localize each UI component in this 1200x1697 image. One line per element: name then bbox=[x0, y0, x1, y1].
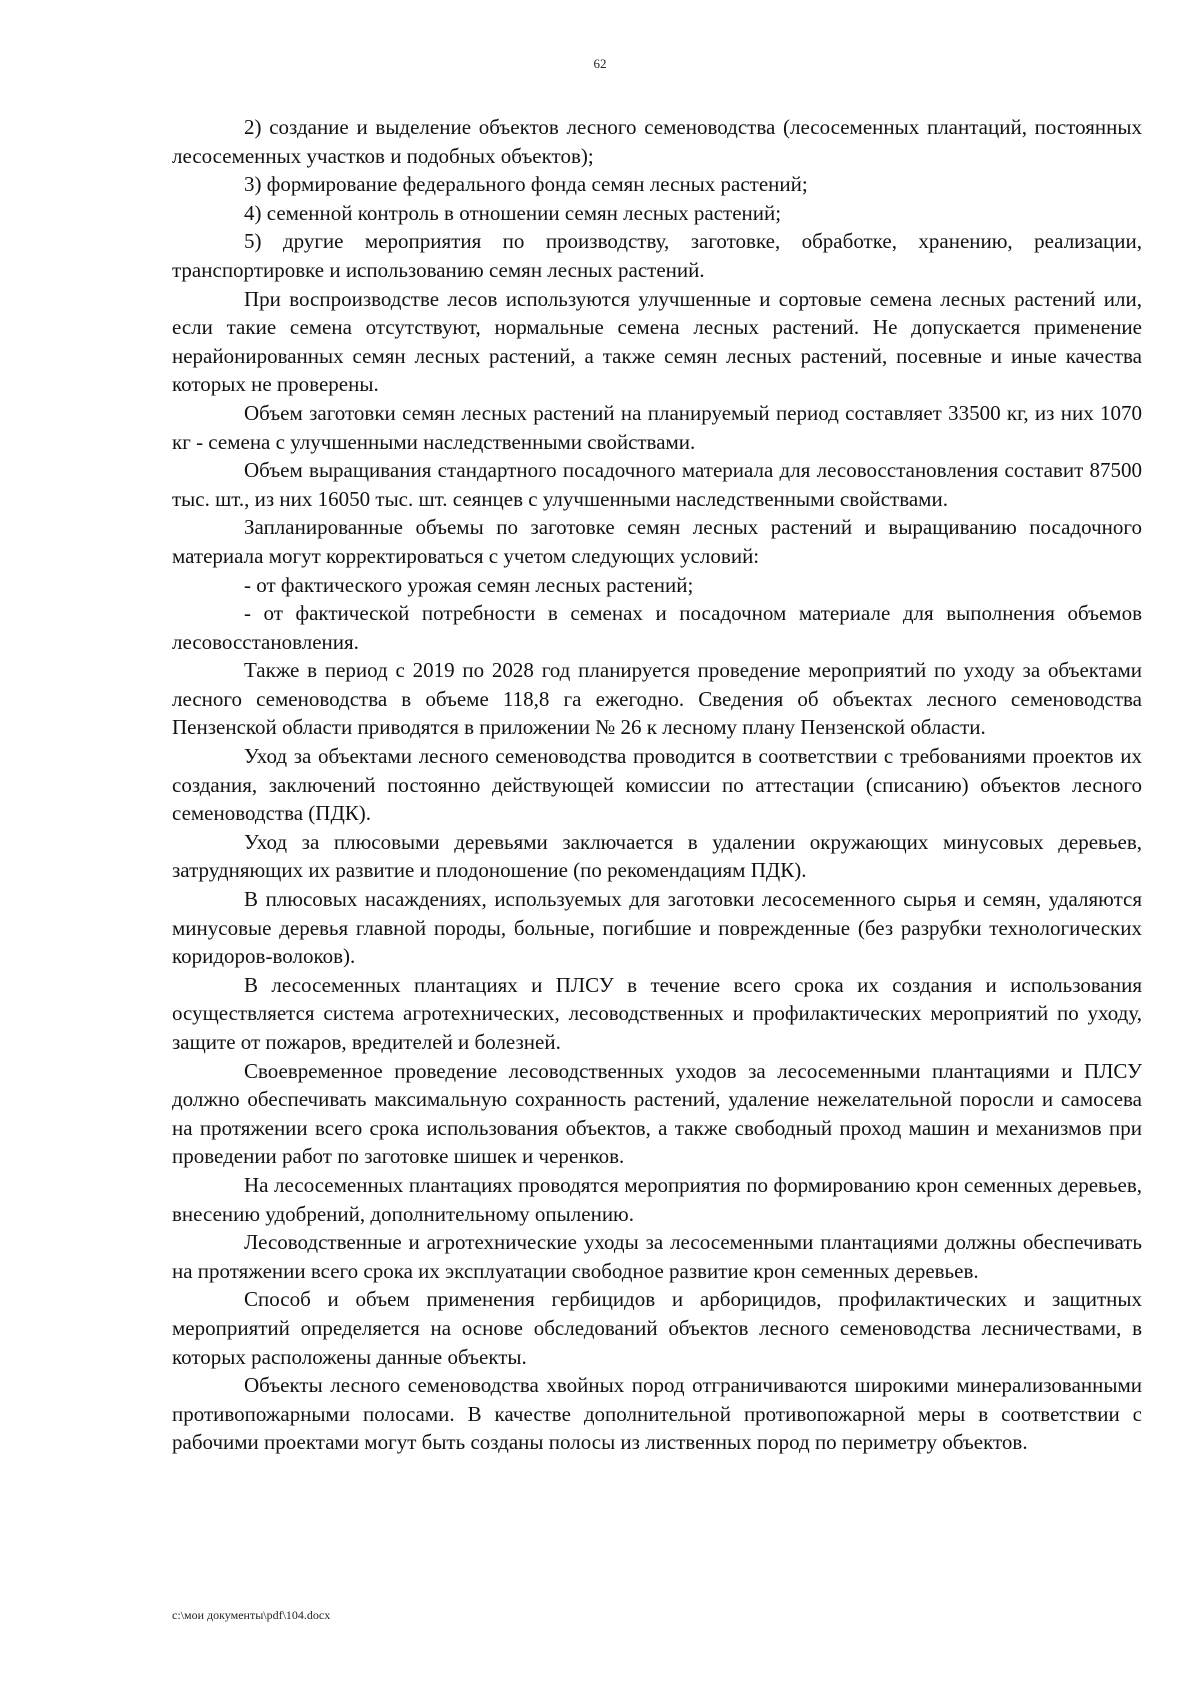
paragraph: На лесосеменных плантациях проводятся мероприятия по формированию крон семенных деревьев, внесению удобрений, дополнительному опылению. bbox=[172, 1172, 1142, 1226]
page-number: 62 bbox=[593, 56, 607, 71]
paragraph: Также в период с 2019 по 2028 год планируется проведение мероприятий по уходу за объектами лесного семеноводства в объеме 118,8 га ежегодно. Сведения об объектах лесного семеноводства Пензенской области приводятся в приложении № 26 к лесному плану Пензенской области. bbox=[172, 658, 1142, 740]
document-body bbox=[172, 113, 1142, 1457]
paragraph: Запланированные объемы по заготовке семян лесных растений и выращиванию посадочного материала могут корректироваться с учетом следующих условий: bbox=[172, 515, 1142, 568]
paragraph: 3) формирование федерального фонда семян лесных растений; bbox=[244, 172, 808, 197]
paragraph: При воспроизводстве лесов используются улучшенные и сортовые семена лесных растений или, если такие семена отсутствуют, нормальные семена лесных растений. Не допускается применение нерайонированных семян лесных растений, а также семян лесных растений, посевные и иные качества которых не проверены. bbox=[172, 286, 1142, 397]
paragraph: 2) создание и выделение объектов лесного семеноводства (лесосеменных плантаций, постоянных лесосеменных участков и подобных объектов); bbox=[172, 115, 1142, 168]
paragraph: - от фактической потребности в семенах и посадочном материале для выполнения объемов лесовосстановления. bbox=[172, 601, 1142, 654]
paragraph: В плюсовых насаждениях, используемых для заготовки лесосеменного сырья и семян, удаляются минусовые деревья главной породы, больные, погибшие и поврежденные (без разрубки технологических коридоров-волоков). bbox=[172, 887, 1142, 969]
paragraph: Объекты лесного семеноводства хвойных пород отграничиваются широкими минерализованными противопожарными полосами. В качестве дополнительной противопожарной меры в соответствии с рабочими проектами могут быть созданы полосы из лиственных пород по периметру объектов. bbox=[172, 1373, 1142, 1455]
paragraph: В лесосеменных плантациях и ПЛСУ в течение всего срока их создания и использования осуществляется система агротехнических, лесоводственных и профилактических мероприятий по уходу, защите от пожаров, вредителей и болезней. bbox=[172, 972, 1142, 1054]
paragraph: Лесоводственные и агротехнические уходы за лесосеменными плантациями должны обеспечивать на протяжении всего срока их эксплуатации свободное развитие крон семенных деревьев. bbox=[172, 1230, 1142, 1283]
paragraph: Уход за плюсовыми деревьями заключается в удалении окружающих минусовых деревьев, затрудняющих их развитие и плодоношение (по рекомендациям ПДК). bbox=[172, 829, 1142, 883]
paragraph: 4) семенной контроль в отношении семян лесных растений; bbox=[244, 200, 782, 225]
footer-file-path: c:\мои документы\pdf\104.docx bbox=[172, 1608, 331, 1622]
paragraph: Объем заготовки семян лесных растений на планируемый период составляет 33500 кг, из них 1070 кг - семена с улучшенными наследственными свойствами. bbox=[172, 400, 1142, 454]
paragraph: 5) другие мероприятия по производству, заготовке, обработке, хранению, реализации, транспортировке и использованию семян лесных растений. bbox=[172, 229, 1142, 282]
paragraph: Способ и объем применения гербицидов и арборицидов, профилактических и защитных мероприятий определяется на основе обследований объектов лесного семеноводства лесничествами, в которых расположены данные объекты. bbox=[172, 1287, 1142, 1369]
paragraph: - от фактического урожая семян лесных растений; bbox=[244, 572, 694, 597]
paragraph: Объем выращивания стандартного посадочного материала для лесовосстановления составит 87500 тыс. шт., из них 16050 тыс. шт. сеянцев с улучшенными наследственными свойствами. bbox=[172, 458, 1142, 511]
paragraph: Своевременное проведение лесоводственных уходов за лесосеменными плантациями и ПЛСУ должно обеспечивать максимальную сохранность растений, удаление нежелательной поросли и самосева на протяжении всего срока использования объектов, а также свободный проход машин и механизмов при проведении работ по заготовке шишек и черенков. bbox=[172, 1058, 1142, 1169]
paragraph: Уход за объектами лесного семеноводства проводится в соответствии с требованиями проектов их создания, заключений постоянно действующей комиссии по аттестации (списанию) объектов лесного семеноводства (ПДК). bbox=[172, 744, 1142, 826]
